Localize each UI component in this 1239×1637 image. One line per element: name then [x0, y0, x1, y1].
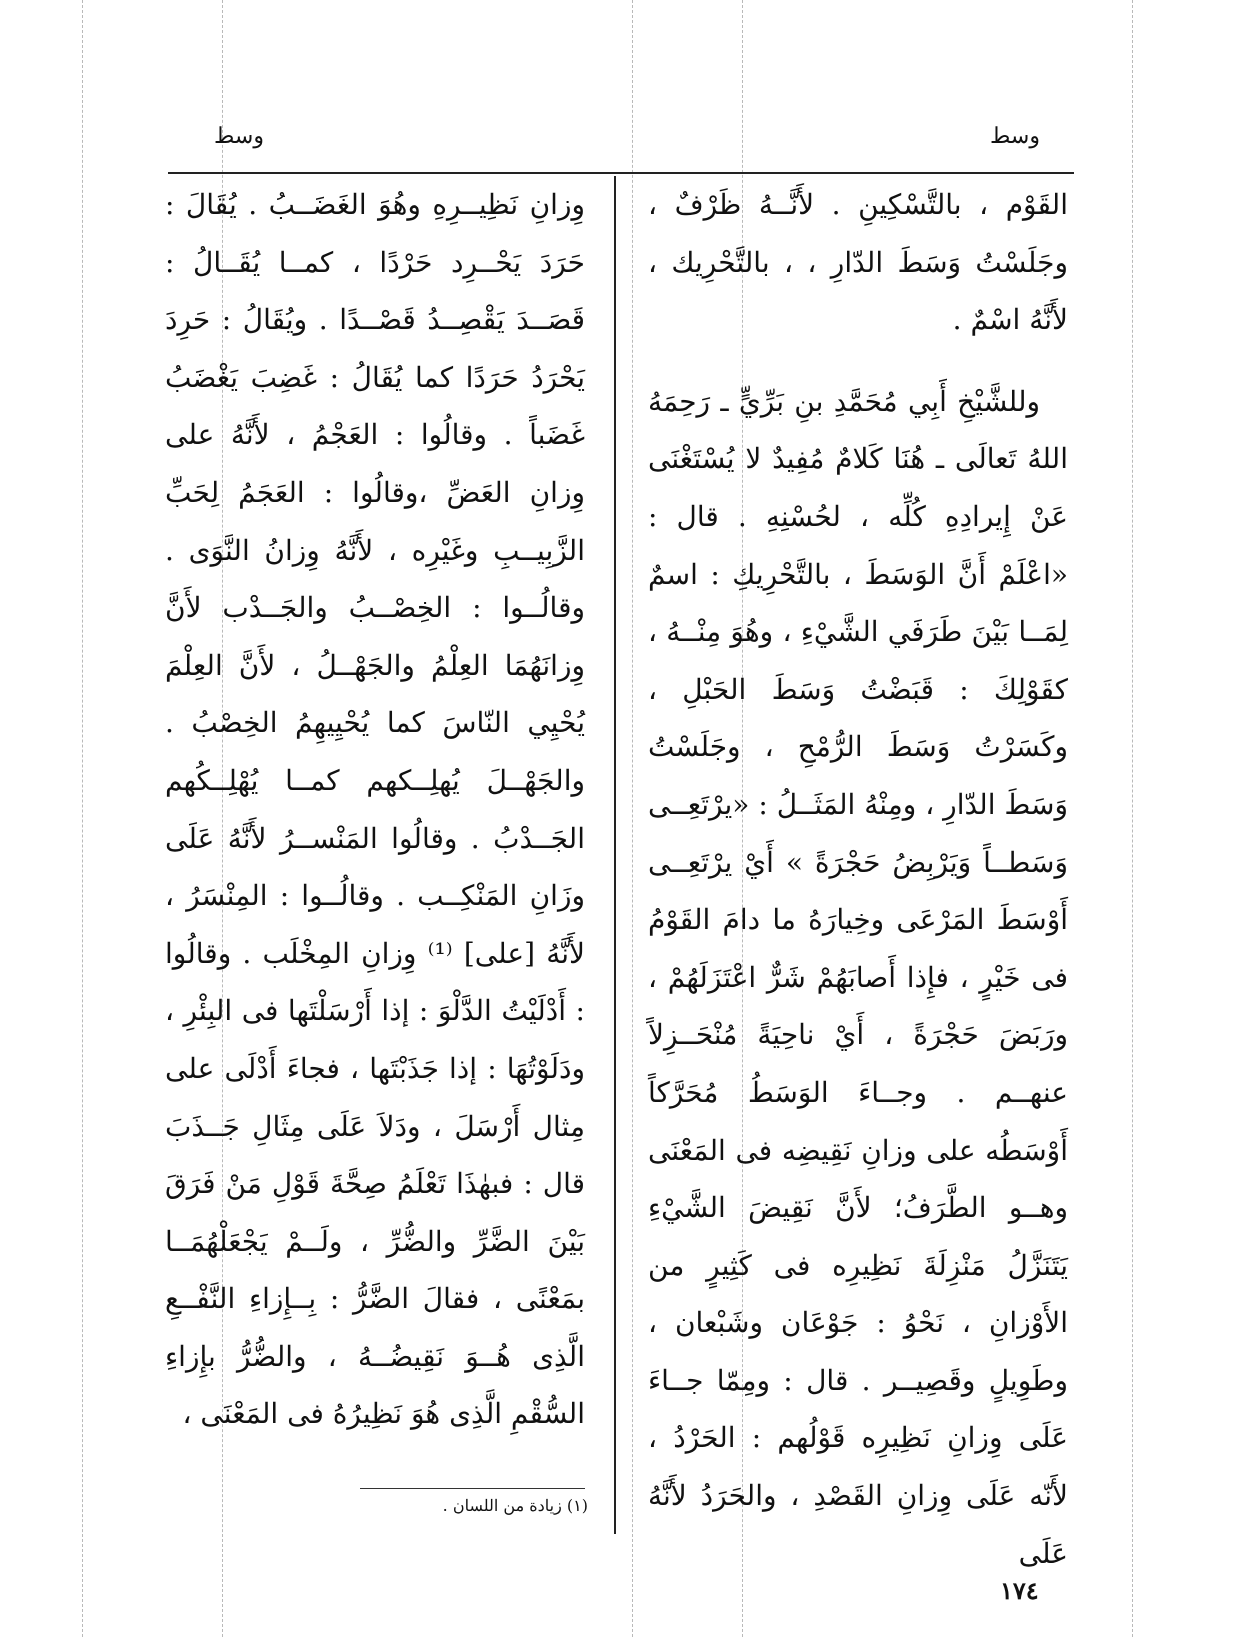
footnote: (١) زيادة من اللسان . [442, 1496, 588, 1515]
scan-guide-line [82, 0, 83, 1637]
column-divider [614, 176, 616, 1534]
scan-guide-line [1132, 0, 1133, 1637]
text-column-right [648, 176, 1068, 1582]
paragraph: وِزانِ نَظِيــرِهِ وهُوَ الغَضَــبُ . يُقَالَ : حَرَدَ يَحْــرِد حَرْدًا ، كمــا يُقَــالُ : قَصَــدَ يَقْصِــدُ قَصْــدًا . ويُقَالُ : حَرِدَ يَحْرَدُ حَرَدًا كما يُقَالُ : غَضِبَ يَغْضَبُ غَضَباً . وقالُوا : العَجْمُ ، لأَنَّهُ على وِزانِ العَضِّ ،وقالُوا : العَجَمُ لِحَبِّ الزَّبِيــبِ وغَيْرِه ، لأَنَّهُ وِزانُ النَّوَى . وقالُــوا : الخِصْــبُ والجَــدْب لأَنَّ وِزانَهُمَا العِلْمُ والجَهْــلُ ، لأَنَّ العِلْمَ يُحْيِي النّاسَ كما يُحْيِيهِمُ الخِصْبُ . والجَهْــلَ يُهلِــكهم كمــا يُهْلِــكُهم الجَــدْبُ . وقالُوا المَنْســرُ لأَنَّهُ عَلَى وزَانِ المَنْكِــب . وقالُــوا : المِنْسَرُ ، لأَنَّهُ [على] ⁽¹⁾ وِزانِ المِخْلَب . وقالُوا : أَدْلَيْتُ الدَّلْوَ : إذا أَرْسَلْتَها فى البِئْرِ ، ودَلَوْتُهَا : إذا جَذَبْتَها ، فجاءَ أَدْلَى على مِثال أَرْسَلَ ، ودَلاَ عَلَى مِثَالِ جَــذَبَ قال : فبهٰذَا تَعْلَمُ صِحَّةَ قَوْلِ مَنْ فَرَقَ بَيْنَ الضَّرِّ والضُّرِّ ، ولَــمْ يَجْعَلْهُمَــا بمَعْنًى ، فقالَ الضَّرُّ : بِــإِزاءِ النَّفْــعِ الَّذِى هُــوَ نَقِيضُــهُ ، والضُّرُّ بإِزاءِ السُّقْمِ الَّذِى هُوَ نَظِيرُهُ فى المَعْنَى ، [165, 188, 585, 1431]
page-number: ١٧٤ [1000, 1576, 1039, 1605]
running-head-right: وسط [990, 124, 1040, 149]
text-column-left [165, 176, 585, 1443]
scan-guide-line [632, 0, 633, 1637]
header-rule [168, 172, 1074, 174]
footnote-rule [360, 1488, 585, 1489]
paragraph: وللشَّيْخِ أَبِي مُحَمَّدِ بنِ بَرِّيٍّ ـ رَحِمَهُ اللهُ تَعالَى ـ هُنَا كَلامٌ مُفِيدٌ لا يُسْتَغْنَى عَنْ إِيرادِهِ كُلِّه ، لحُسْنِهِ . قال : «اعْلَمْ أَنَّ الوَسَطَ ، بالتَّحْرِيكِ : اسمٌ لِمَــا بَيْنَ طَرَفَي الشَّيْءِ ، وهُوَ مِنْــهُ ، كقَوْلِكَ : قَبَضْتُ وَسَطَ الحَبْلِ ، وكَسَرْتُ وَسَطَ الرُّمْحِ ، وجَلَسْتُ وَسَطَ الدّارِ ، ومِنْهُ المَثَــلُ : «يرْتَعِــى وَسَطــاً وَيَرْبِضُ حَجْرَةً » أَيْ يرْتَعِــى أَوْسَطَ المَرْعَى وخِيارَهُ ما دامَ القَوْمُ فى خَيْرٍ ، فإِذا أَصابَهُمْ شَرٌّ اعْتَزَلَهُمْ ، ورَبَضَ حَجْرَةً ، أَيْ ناحِيَةً مُنْحَــزِلاً عنهــم . وجــاءَ الوَسَطُ مُحَرَّكاً أَوْسَطُه على وزانِ نَقِيضِه فى المَعْنَى وهــو الطَّرَفُ؛ لأَنَّ نَقِيضَ الشَّيْءِ يَتَنَزَّلُ مَنْزِلَةَ نَظِيرِه فى كَثِيرٍ من الأَوْزانِ ، نَحْوُ : جَوْعَان وشَبْعان ، وطَوِيلٍ وقَصِيــر . قال : ومِمّا جــاءَ عَلَى وِزانِ نَظِيرِه قَوْلُهم : الحَرْدُ ، لأَنّه عَلَى وِزانِ القَصْدِ ، والحَرَدُ لأَنَّهُ عَلَى [648, 384, 1068, 1570]
paragraph: القَوْم ، بالتَّسْكِينِ . لأَنَّــهُ ظَرْفٌ ، وجَلَسْتُ وَسَطَ الدّارِ ، ، بالتَّحْرِيك ، لأَنَّهُ اسْمٌ . [648, 188, 1068, 337]
running-head-left: وسط [214, 124, 264, 149]
